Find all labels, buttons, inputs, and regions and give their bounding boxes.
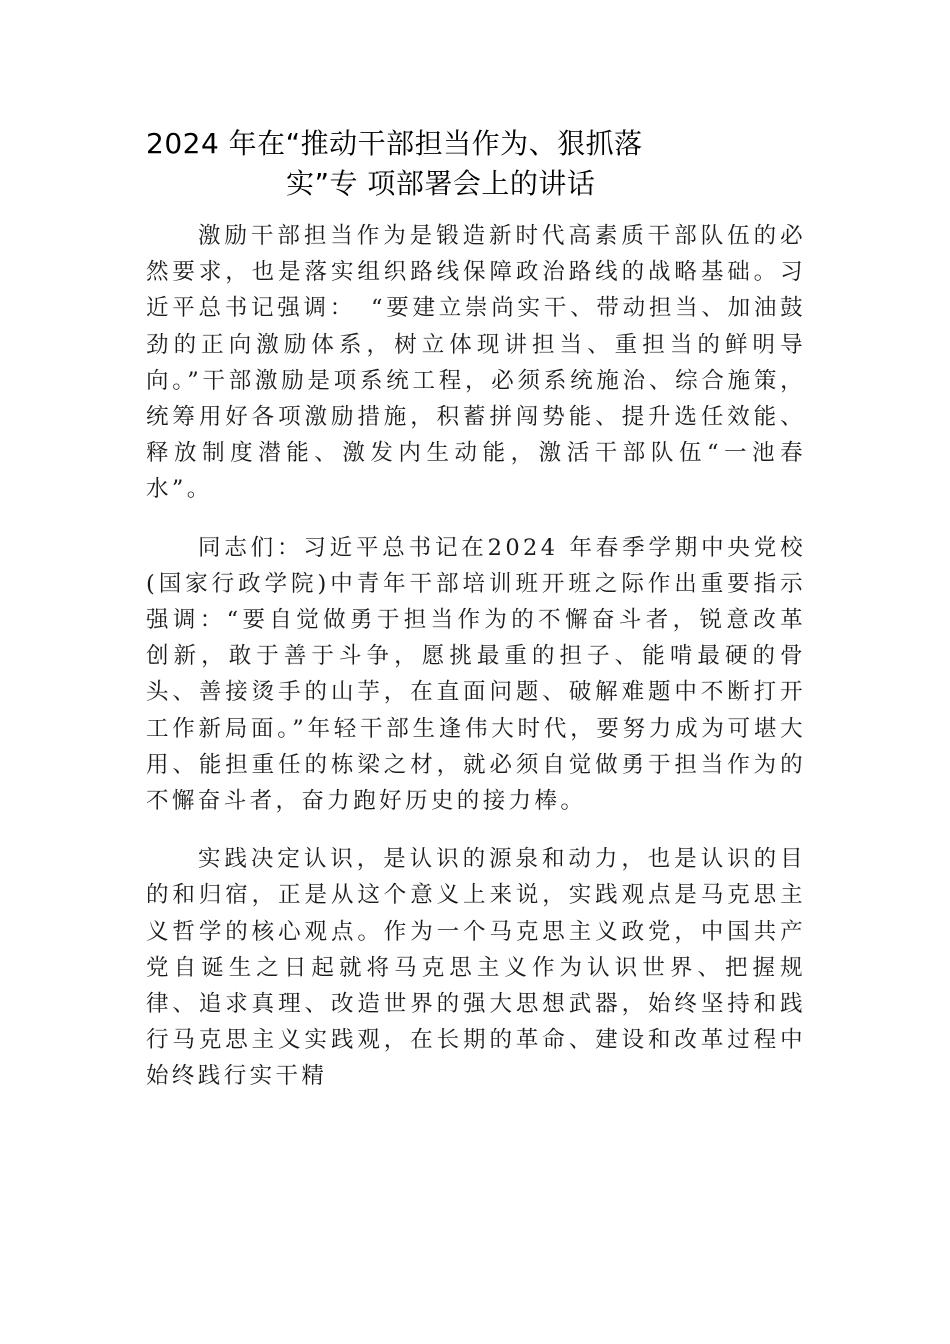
paragraph-3: 实践决定认识，是认识的源泉和动力，也是认识的目的和归宿，正是从这个意义上来说，实践观点是马克思主义哲学的核心观点。作为一个马克思主义政党，中国共产党自诞生之日起就将马克思主义作为认识世界、把握规律、追求真理、改造世界的强大思想武器，始终坚持和践行马克思主义实践观，在长期的革命、建设和改革过程中始终践行实干精: [146, 846, 806, 1090]
paragraph-1: 激励干部担当作为是锻造新时代高素质干部队伍的必然要求，也是落实组织路线保障政治路线的战略基础。习近平总书记强调： “要建立崇尚实干、带动担当、加油鼓劲的正向激励体系，树立体现讲担当、重担当的鲜明导向。”干部激励是项系统工程，必须系统施治、综合施策，统筹用好各项激励措施，积蓄拼闯势能、提升选任效能、释放制度潜能、激发内生动能，激活干部队伍“一池春水”。: [146, 223, 806, 503]
document-title-line-2: 实”专 项部署会上的讲话: [286, 167, 596, 200]
document-body: [146, 218, 806, 1095]
document-title: [146, 124, 806, 204]
paragraph-2: 同志们：习近平总书记在2024 年春季学期中央党校(国家行政学院)中青年干部培训班开班之际作出重要指示强调：“要自觉做勇于担当作为的不懈奋斗者，锐意改革创新，敢于善于斗争，愿挑最重的担子、能啃最硬的骨头、善接烫手的山芋，在直面问题、破解难题中不断打开工作新局面。”年轻干部生逢伟大时代，要努力成为可堪大用、能担重任的栋梁之材，就必须自觉做勇于担当作为的不懈奋斗者，奋力跑好历史的接力棒。: [146, 534, 806, 815]
document-title-line-1: 2024 年在“推动干部担当作为、狠抓落: [146, 127, 643, 160]
